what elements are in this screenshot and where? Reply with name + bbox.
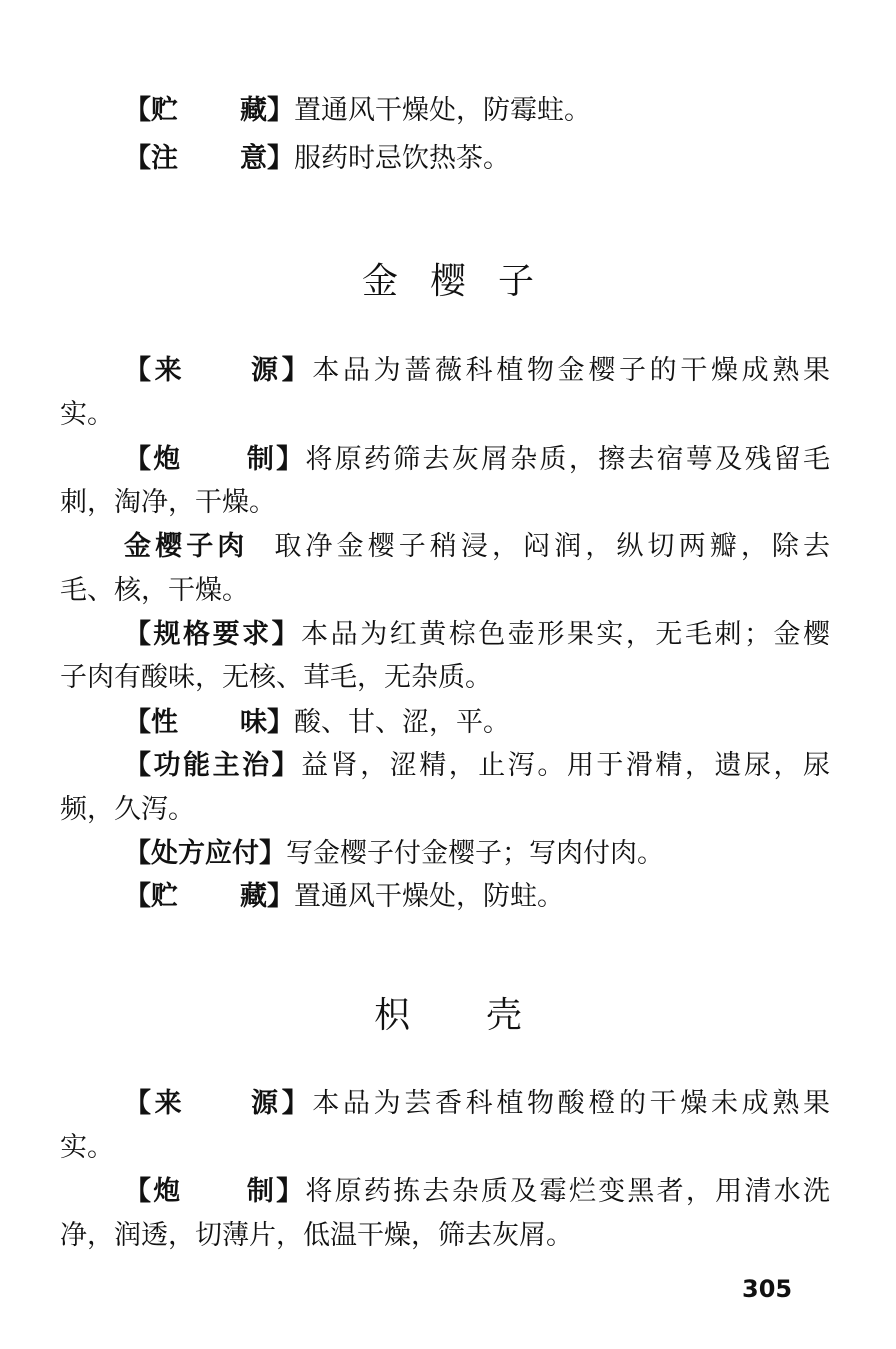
prev-storage-line xyxy=(124,94,830,128)
jyz-function-line2: 频，久泻。 xyxy=(60,794,195,825)
label-function: 【功能主治】 xyxy=(124,750,302,781)
entry-title-jinyingzi: 金 樱 子 xyxy=(361,261,535,302)
jyz-source-line1: 【来 源】本品为蔷薇科植物金樱子的干燥成熟果 xyxy=(124,355,831,386)
jyz-source-line2: 实。 xyxy=(60,399,114,430)
label-notice: 【注 意】 xyxy=(124,143,294,174)
label-source: 【来 源】 xyxy=(124,355,309,386)
label-source: 【来 源】 xyxy=(124,1088,309,1119)
jyz-prescription-line: 【处方应付】写金樱子付金樱子；写肉付肉。 xyxy=(124,838,664,869)
jyz-processing-line1: 【炮 制】将原药筛去灰屑杂质，擦去宿萼及残留毛 xyxy=(124,444,831,475)
label-processing: 【炮 制】 xyxy=(124,1176,304,1207)
prev-storage-text: 置通风干燥处，防霉蛀。 xyxy=(294,95,591,126)
label-taste: 【性 味】 xyxy=(124,707,294,738)
term-flesh: 金樱子肉 xyxy=(124,531,249,562)
page-number: 305 xyxy=(742,1275,793,1303)
label-processing: 【炮 制】 xyxy=(124,444,304,475)
entry-title-zhiqiao: 枳 壳 xyxy=(373,995,523,1036)
jyz-processing-line2: 刺，淘净，干燥。 xyxy=(60,487,276,518)
jyz-spec-line2: 子肉有酸味，无核、茸毛，无杂质。 xyxy=(60,662,492,693)
zq-source-line1: 【来 源】本品为芸香科植物酸橙的干燥未成熟果 xyxy=(124,1088,831,1119)
jyz-flesh-line1: 金樱子肉 取净金樱子稍浸，闷润，纵切两瓣，除去 xyxy=(124,531,831,562)
prev-notice-line xyxy=(124,142,830,176)
zq-processing-line2: 净，润透，切薄片，低温干燥，筛去灰屑。 xyxy=(60,1220,573,1251)
label-storage: 【贮 藏】 xyxy=(124,95,294,126)
prev-notice-text: 服药时忌饮热茶。 xyxy=(294,143,510,174)
label-spec: 【规格要求】 xyxy=(124,619,302,650)
label-prescription: 【处方应付】 xyxy=(124,838,286,869)
zq-processing-line1: 【炮 制】将原药拣去杂质及霉烂变黑者，用清水洗 xyxy=(124,1176,831,1207)
jyz-storage-line: 【贮 藏】置通风干燥处，防蛀。 xyxy=(124,881,564,912)
jyz-function-line1: 【功能主治】益肾，涩精，止泻。用于滑精，遗尿，尿 xyxy=(124,750,831,781)
zq-source-line2: 实。 xyxy=(60,1132,114,1163)
jyz-taste-line: 【性 味】酸、甘、涩，平。 xyxy=(124,707,510,738)
label-storage: 【贮 藏】 xyxy=(124,881,294,912)
jyz-flesh-line2: 毛、核，干燥。 xyxy=(60,575,249,606)
jyz-spec-line1: 【规格要求】本品为红黄棕色壶形果实，无毛刺；金樱 xyxy=(124,619,831,650)
